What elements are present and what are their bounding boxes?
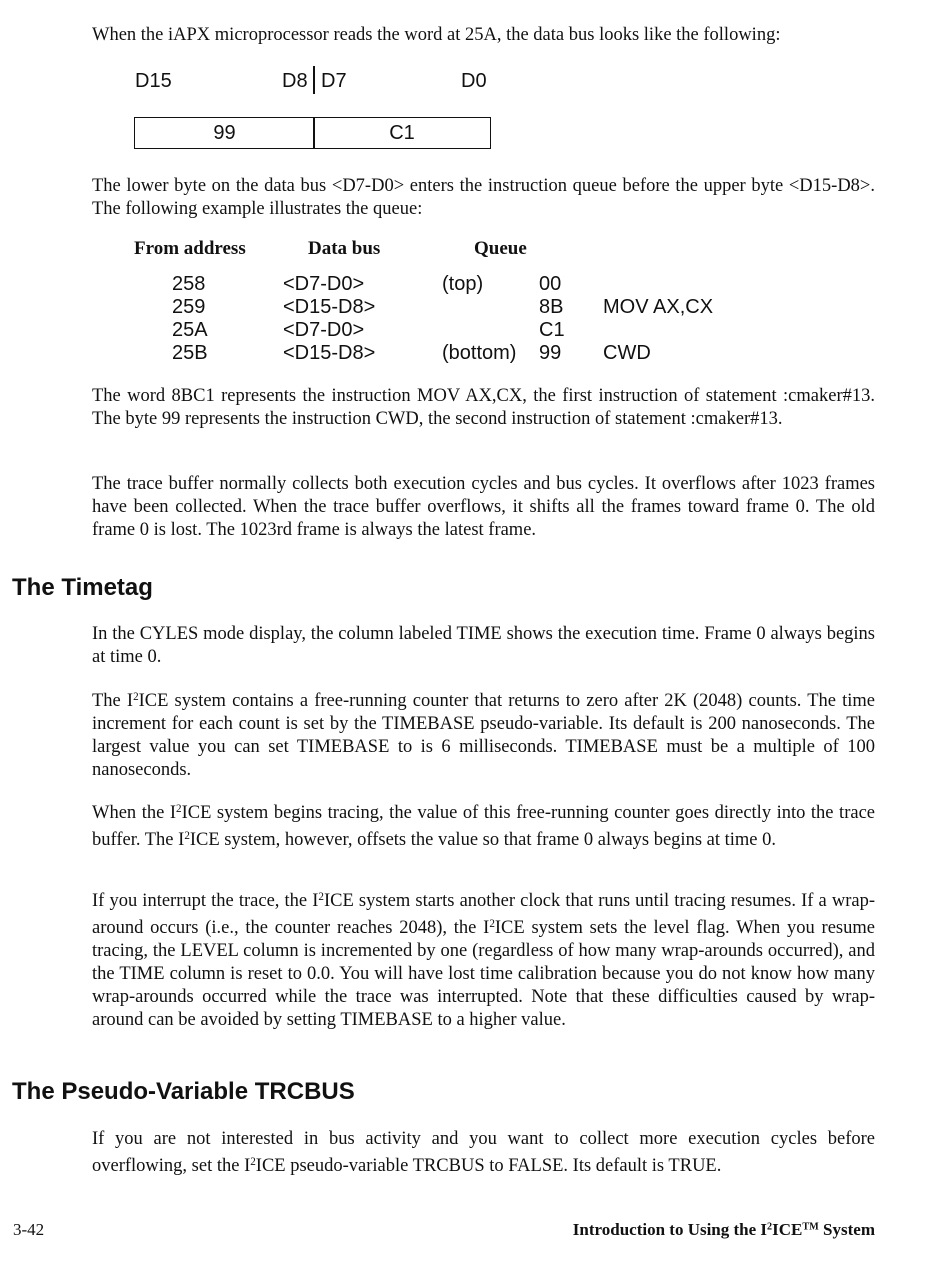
trace-buffer-paragraph: The trace buffer normally collects both execution cycles and bus cycles. It overflows after 1023 frames have been collected. When the trace buffer overflows, it shifts all the frames toward frame 0. The old frame 0 is lost. The 1023rd frame is always the latest frame. (92, 474, 875, 540)
trcbus-heading: The Pseudo-Variable TRCBUS (12, 1078, 355, 1105)
byte-divider-tick (313, 66, 315, 94)
header-from-address: From address (134, 238, 246, 259)
footer-title: Introduction to Using the $I^2ICE™$ System (572, 1220, 875, 1239)
timetag-paragraph-1: In the CYLES mode display, the column labeled TIME shows the execution time. Frame 0 always begins at time 0. (92, 624, 875, 667)
timetag-paragraph-2: The $I^2ICE$ system contains a free-running counter that returns to zero after 2K (2048) counts. The time increment for each count is set by the TIMEBASE pseudo-variable. Its default is 200 nanoseconds. The largest value you can set TIMEBASE to is 6 milliseconds. TIMEBASE must be a multiple of 100 nanoseconds. (92, 691, 875, 781)
row-bus: <D15-D8> (283, 296, 376, 318)
d7-label: D7 (321, 70, 347, 92)
row-value: 8B (539, 296, 564, 318)
row-position: (top) (442, 273, 484, 295)
queue-paragraph: The lower byte on the data bus <D7-D0> enters the instruction queue before the upper byte <D15-D8>. The following example illustrates the queue: (92, 176, 875, 219)
header-data-bus: Data bus (308, 238, 381, 259)
row-bus: <D15-D8> (283, 342, 376, 364)
intro-paragraph: When the iAPX microprocessor reads the word at 25A, the data bus looks like the following: (92, 25, 781, 45)
row-address: 259 (172, 296, 206, 318)
row-address: 25B (172, 342, 208, 364)
lower-byte-box (313, 117, 491, 149)
row-value: C1 (539, 319, 565, 341)
row-instruction: MOV AX,CX (603, 296, 714, 318)
upper-byte-box (134, 117, 315, 149)
lower-byte-value: C1 (389, 121, 415, 144)
page-number: 3-42 (13, 1220, 45, 1239)
trcbus-paragraph: If you are not interested in bus activity and you want to collect more execution cycles before overflowing, set the $I^2ICE$ pseudo-variable TRCBUS to FALSE. Its default is TRUE. (92, 1129, 875, 1177)
row-bus: <D7-D0> (283, 319, 365, 341)
row-position: (bottom) (442, 342, 517, 364)
timetag-paragraph-4: If you interrupt the trace, the $I^2ICE$ system starts another clock that runs until tracing resumes. If a wrap-around occurs (i.e., the counter reaches 2048), the $I^2ICE$ system sets the level flag. When you resume tracing, the LEVEL column is incremented by one (regardless of how many wrap-arounds occurred), and the TIME column is reset to 0.0. You will have lost time calibration because you do not know how many wrap-arounds occurred while the trace was interrupted. Note that these difficulties caused by wrap-around can be avoided by setting TIMEBASE to a higher value. (92, 891, 875, 1031)
row-address: 25A (172, 319, 208, 341)
d8-label: D8 (282, 70, 308, 92)
row-value: 00 (539, 273, 562, 295)
upper-byte-value: 99 (213, 121, 236, 144)
d15-label: D15 (135, 70, 172, 92)
timetag-heading: The Timetag (12, 574, 153, 601)
row-instruction: CWD (603, 342, 651, 364)
row-address: 258 (172, 273, 206, 295)
d0-label: D0 (461, 70, 487, 92)
header-queue: Queue (474, 238, 527, 259)
row-value: 99 (539, 342, 562, 364)
row-bus: <D7-D0> (283, 273, 365, 295)
word-paragraph: The word 8BC1 represents the instruction MOV AX,CX, the first instruction of statement :cmaker#13. The byte 99 represents the instruction CWD, the second instruction of statement :cmaker#13. (92, 386, 875, 429)
timetag-paragraph-3: When the $I^2ICE$ system begins tracing, the value of this free-running counter goes directly into the trace buffer. The $I^2ICE$ system, however, offsets the value so that frame 0 always begins at time 0. (92, 803, 875, 851)
